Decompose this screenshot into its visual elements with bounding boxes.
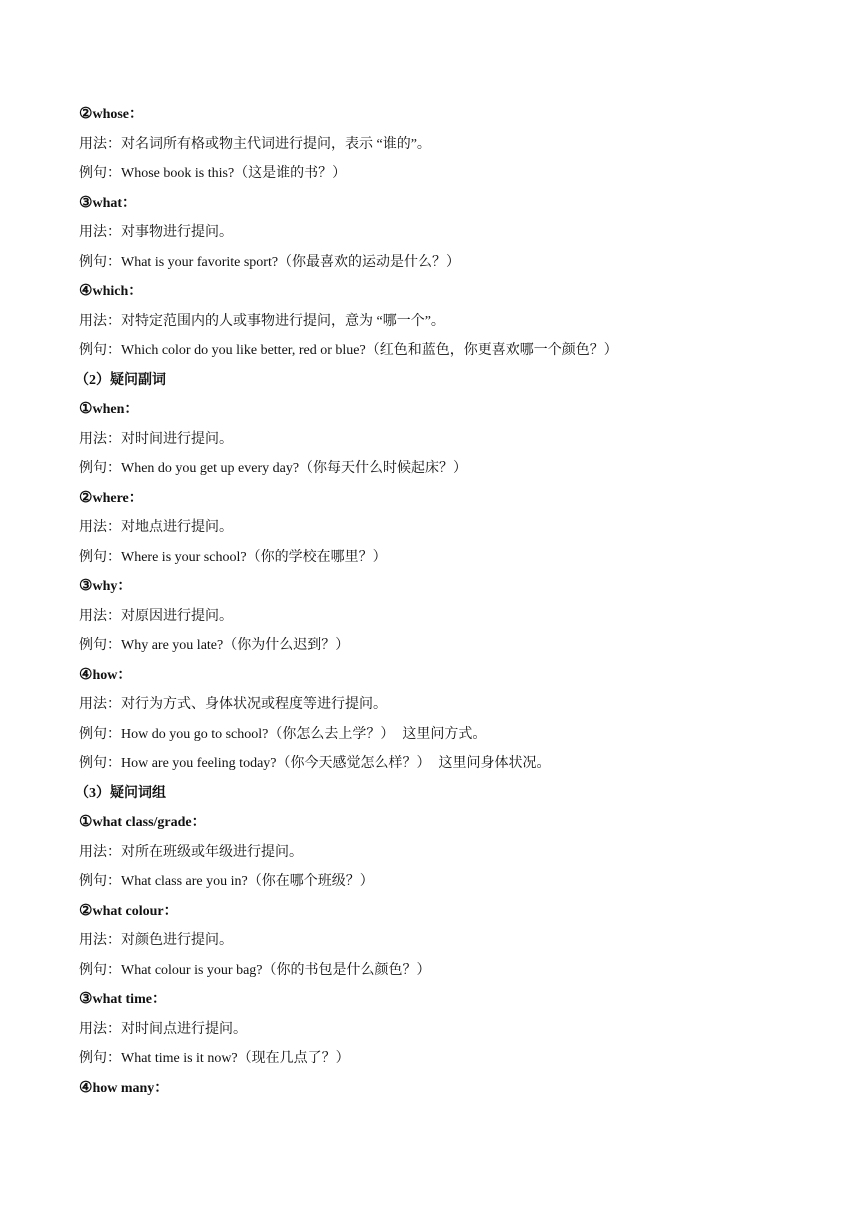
usage-line: 用法：对地点进行提问。 (79, 520, 233, 535)
usage-line: 用法：对行为方式、身体状况或程度等进行提问。 (79, 697, 387, 712)
example-note: 这里问方式。 (402, 726, 487, 742)
heading-text: whose： (92, 107, 144, 122)
usage-line: 用法：对颜色进行提问。 (79, 933, 233, 948)
heading-text: where： (92, 490, 143, 506)
circled-number: ③ (79, 194, 93, 211)
circled-number: ④ (79, 283, 93, 299)
section-heading: （2）疑问副词 (75, 372, 166, 388)
example-line: 例句：What is your favorite sport?（你最喜欢的运动是什么？） (79, 254, 461, 270)
usage-line: 用法：对原因进行提问。 (79, 608, 233, 624)
circled-number: ② (79, 106, 93, 122)
item-heading (79, 395, 799, 425)
item-heading (79, 277, 799, 307)
heading-text: which： (92, 284, 143, 299)
example-line: 例句：Which color do you like better, red or blue?（红色和蓝色，你更喜欢哪一个颜色？） (79, 343, 618, 358)
item-heading (79, 1074, 799, 1104)
item-heading (79, 572, 799, 602)
heading-text: how many： (92, 1080, 169, 1096)
item-heading (79, 484, 799, 514)
example-line: 例句：What colour is your bag?（你的书包是什么颜色？） (79, 962, 431, 978)
heading-text: what colour： (92, 903, 178, 919)
item-heading (79, 897, 799, 927)
section-heading: （3）疑问词组 (75, 785, 166, 801)
item-heading (79, 985, 799, 1015)
usage-line: 用法：对时间进行提问。 (79, 431, 233, 447)
usage-line: 用法：对特定范围内的人或事物进行提问，意为 “哪一个”。 (79, 313, 445, 329)
example-line: 例句：When do you get up every day?（你每天什么时候起床？） (79, 461, 468, 476)
usage-line: 用法：对名词所有格或物主代词进行提问，表示 “谁的”。 (79, 136, 431, 152)
item-heading (79, 189, 799, 219)
heading-text: why： (92, 579, 132, 594)
example-line (79, 749, 799, 779)
usage-line: 用法：对所在班级或年级进行提问。 (79, 844, 303, 860)
example-line: 例句：Why are you late?（你为什么迟到？） (79, 638, 350, 653)
heading-text: what： (92, 195, 137, 211)
circled-number: ④ (79, 1079, 93, 1096)
circled-number: ① (79, 814, 93, 830)
heading-text: how： (92, 667, 132, 683)
heading-text: what class/grade： (92, 815, 206, 830)
circled-number: ④ (79, 666, 93, 683)
usage-line: 用法：对时间点进行提问。 (79, 1021, 247, 1037)
circled-number: ① (79, 401, 93, 417)
example-text: 例句：How are you feeling today?（你今天感觉怎么样？） (79, 756, 431, 771)
example-line: 例句：What time is it now?（现在几点了？） (79, 1051, 350, 1066)
item-heading (79, 661, 799, 691)
example-line (79, 720, 799, 750)
circled-number: ③ (79, 578, 93, 594)
page-content (75, 100, 799, 1103)
usage-line: 用法：对事物进行提问。 (79, 225, 233, 240)
item-heading (79, 100, 799, 130)
circled-number: ③ (79, 991, 93, 1007)
heading-text: what time： (92, 992, 166, 1007)
example-line: 例句：Whose book is this?（这是谁的书？） (79, 166, 347, 181)
heading-text: when： (92, 402, 139, 417)
example-text: 例句：How do you go to school?（你怎么去上学？） (79, 726, 395, 742)
example-line: 例句：Where is your school?（你的学校在哪里？） (79, 549, 387, 565)
circled-number: ② (79, 902, 93, 919)
example-note: 这里问身体状况。 (438, 756, 551, 771)
example-line: 例句：What class are you in?（你在哪个班级？） (79, 874, 374, 889)
circled-number: ② (79, 489, 93, 506)
item-heading (79, 808, 799, 838)
